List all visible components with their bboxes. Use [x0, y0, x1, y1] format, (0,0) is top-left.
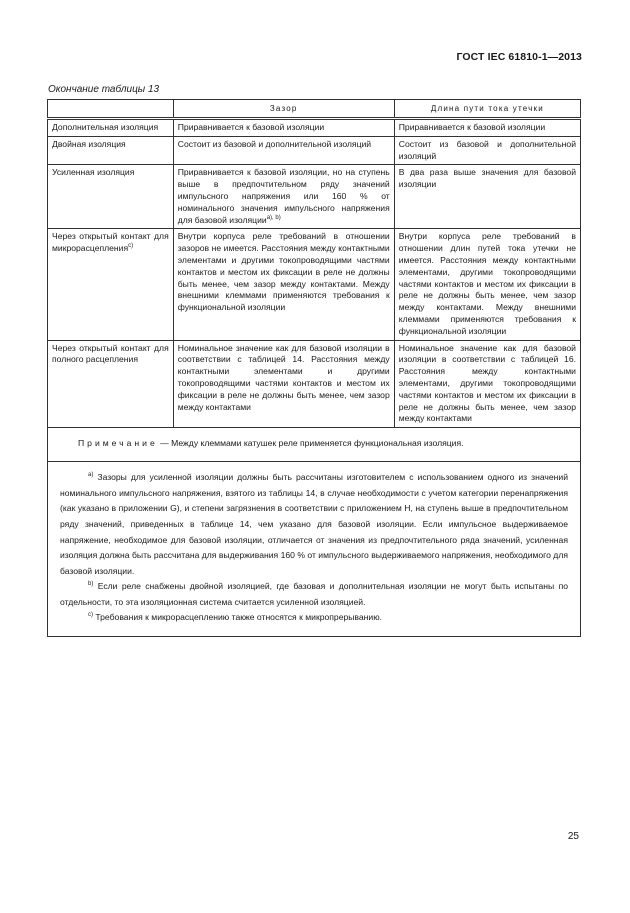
- creepage-cell: Приравнивается к базовой изоляции: [394, 119, 580, 137]
- footnote-text: Требования к микрорасцеплению также относятся к микропрерыванию.: [95, 612, 383, 623]
- gap-cell: Номинальное значение как для базовой изоляции в соответствии с таблицей 14. Расстояния между контактными элементами и другими токопроводящими частями контактов и местом их фиксации в реле не должны быть менее, чем зазор между контактами: [173, 340, 394, 428]
- footnote-ref: a), b): [266, 214, 281, 221]
- document-header: ГОСТ IEC 61810-1—2013: [456, 51, 582, 63]
- table-row: [48, 229, 581, 340]
- gap-cell: Состоит из базовой и дополнительной изоляций: [173, 136, 394, 165]
- table-row: [48, 136, 581, 165]
- gap-cell: [173, 165, 394, 229]
- footnote-mark: c): [88, 612, 93, 619]
- gap-text: Приравнивается к базовой изоляции, но на ступень выше в предпочтительном ряду значений импульсного напряжения или 160 % от номинального значения импульсного напряжения для базовой изоляции: [177, 167, 390, 225]
- footnote: [60, 610, 568, 626]
- footnote: [60, 470, 568, 579]
- note-text: — Между клеммами катушек реле применяется функциональная изоляция.: [160, 438, 464, 449]
- row-label: Дополнительная изоляция: [48, 119, 174, 137]
- creepage-cell: В два раза выше значения для базовой изоляции: [394, 165, 580, 229]
- row-label: [48, 229, 174, 340]
- row-label: Двойная изоляция: [48, 136, 174, 165]
- footnote-mark: a): [88, 472, 94, 479]
- page-number: 25: [567, 831, 579, 842]
- note-label: Примечание: [78, 438, 158, 449]
- note-cell: [48, 428, 581, 462]
- footnotes-cell: [48, 462, 581, 637]
- table-row: [48, 165, 581, 229]
- row-label: Усиленная изоляция: [48, 165, 174, 229]
- column-header-creepage: Длина пути тока утечки: [394, 100, 580, 119]
- insulation-table: [47, 99, 581, 637]
- table-row: [48, 340, 581, 428]
- creepage-cell: Номинальное значение как для базовой изоляции в соответствии с таблицей 16. Расстояния между контактными элементами, другими токопроводящими частями контактов и местом их фиксации в реле не должны быть менее, чем зазор между контактами: [394, 340, 580, 428]
- gap-cell: Внутри корпуса реле требований в отношении зазоров не имеется. Расстояния между контактными элементами и другими токопроводящими частями контактов и местом их фиксации в реле не должны быть менее, чем зазор между контактами. Между внешними клеммами применяются требования к функциональной изоляции: [173, 229, 394, 340]
- footnote-mark: b): [88, 581, 94, 588]
- table-header-row: [48, 100, 581, 119]
- gap-cell: Приравнивается к базовой изоляции: [173, 119, 394, 137]
- table-row: [48, 119, 581, 137]
- row-label-text: Через открытый контакт для микрорасцепления: [52, 231, 169, 254]
- footnote-ref: c): [128, 243, 134, 250]
- creepage-cell: Внутри корпуса реле требований в отношении длин путей тока утечки не имеется. Расстояния между контактными элементами, другими токопроводящими частями контактов и местом их фиксации в реле не должны быть менее, чем зазор между контактами. Между внешними клеммами применяются требования к функциональной изоляции: [394, 229, 580, 340]
- table-caption: Окончание таблицы 13: [48, 84, 160, 95]
- column-header-gap: Зазор: [173, 100, 394, 119]
- footnote-text: Зазоры для усиленной изоляции должны быть рассчитаны изготовителем с использованием одного из значений номинального импульсного напряжения, взятого из таблицы 14, в случае необходимости с учетом категории перенапряжения (как указано в приложении G), и степени загрязнения в соответствии с приложением H, на ступень выше в предпочтительном ряду значений, приведенных в таблице 14, чем указано для базовой изоляции. Если импульсное выдерживаемое напряжение, необходимое для базовой изоляции, отличается от значения из предпочтительного ряда значений, усиленная изоляция должна быть рассчитана для выдерживания 160 % от импульсного выдерживаемого напряжения, необходимого для базовой изоляции.: [60, 472, 569, 576]
- footnote-text: Если реле снабжены двойной изоляцией, где базовая и дополнительная изоляции не могут быть испытаны по отдельности, то эта изоляционная система считается усиленной изоляцией.: [60, 581, 569, 607]
- row-label: Через открытый контакт для полного расцепления: [48, 340, 174, 428]
- creepage-cell: Состоит из базовой и дополнительной изоляций: [394, 136, 580, 165]
- footnotes-row: [48, 462, 581, 637]
- note-row: [48, 428, 581, 462]
- header-empty-cell: [48, 100, 174, 119]
- footnote: [60, 579, 568, 610]
